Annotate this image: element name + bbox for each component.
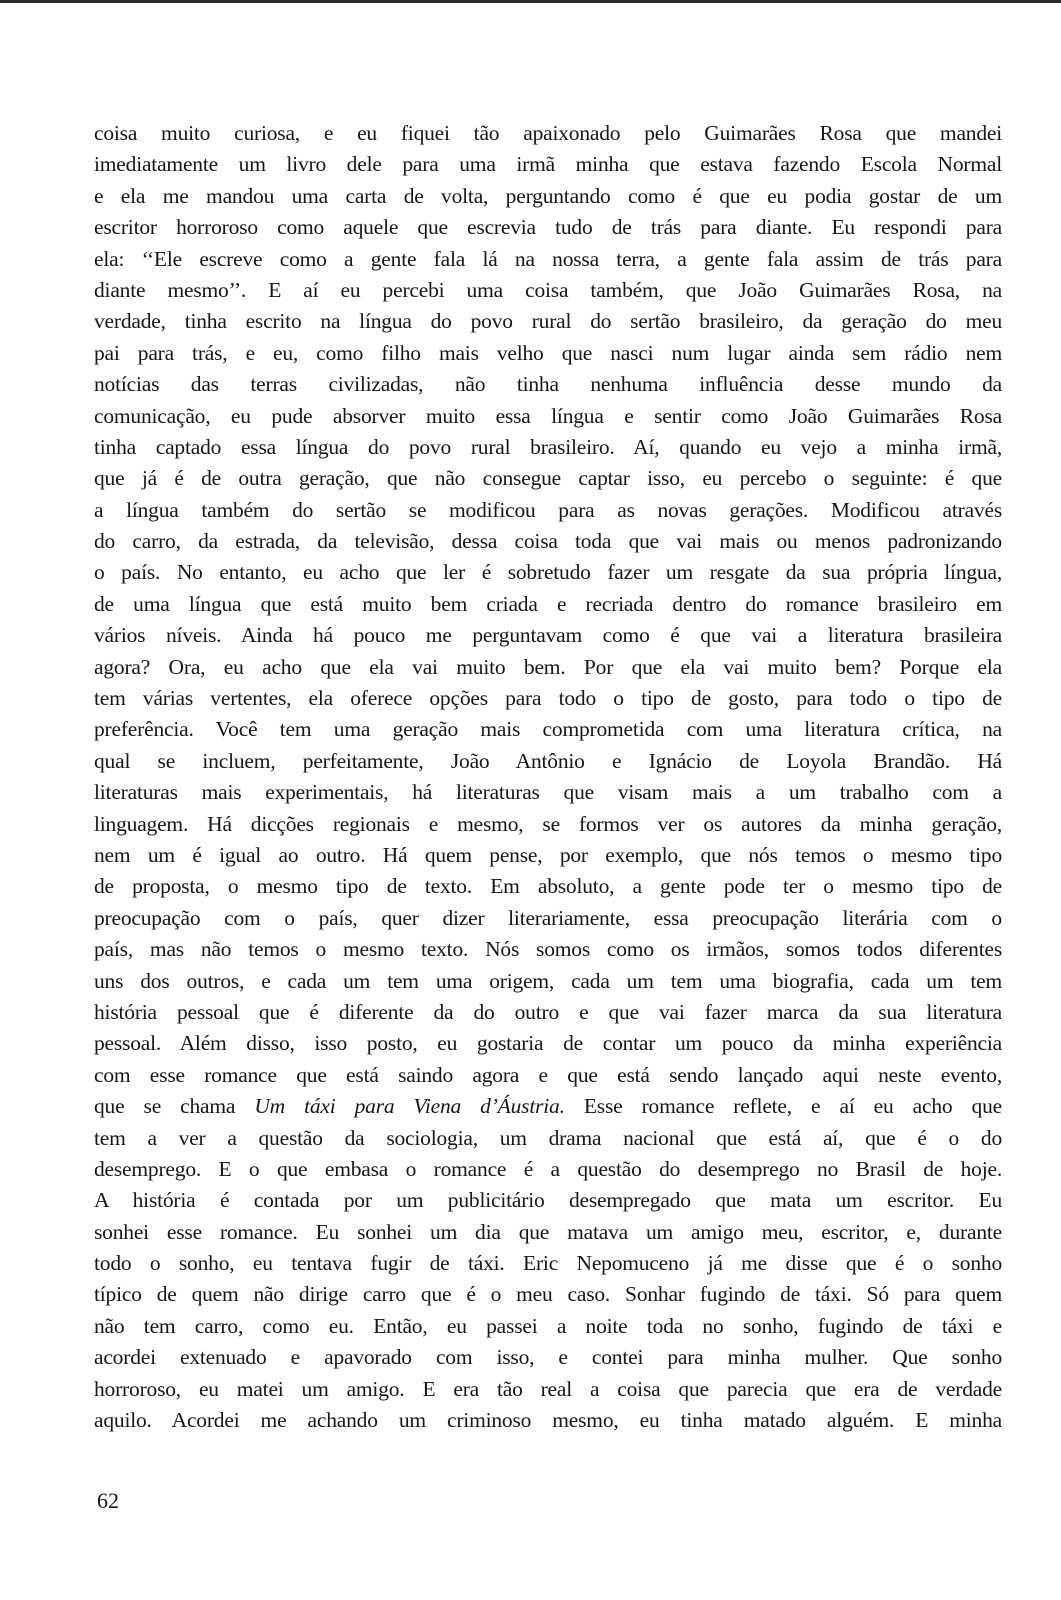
text-line: a língua também do sertão se modificou para as novas gerações. Modificou através [94, 497, 1002, 522]
text-line: qual se incluem, perfeitamente, João Antônio e Ignácio de Loyola Brandão. Há [94, 748, 1002, 773]
text-line: de proposta, o mesmo tipo de texto. Em absoluto, a gente pode ter o mesmo tipo de [94, 874, 1002, 899]
text-line: não tem carro, como eu. Então, eu passei a noite toda no sonho, fugindo de táxi e [94, 1313, 1002, 1338]
text-line: desemprego. E o que embasa o romance é a questão do desemprego no Brasil de hoje. [94, 1156, 1002, 1181]
text-line: ela: ‘‘Ele escreve como a gente fala lá na nossa terra, a gente fala assim de trás para [94, 246, 1002, 271]
text-line: o país. No entanto, eu acho que ler é sobretudo fazer um resgate da sua própria língua, [94, 560, 1002, 585]
text-line: pai para trás, e eu, como filho mais velho que nasci num lugar ainda sem rádio nem [94, 340, 1002, 365]
body-text [94, 118, 1002, 1436]
text-line-with-book-title [94, 1091, 1002, 1122]
text-line: vários níveis. Ainda há pouco me perguntavam como é que vai a literatura brasileira [94, 623, 1002, 648]
text-line: acordei extenuado e apavorado com isso, e contei para minha mulher. Que sonho [94, 1345, 1002, 1370]
text-line: notícias das terras civilizadas, não tinha nenhuma influência desse mundo da [94, 372, 1002, 397]
text-line: e ela me mandou uma carta de volta, perguntando como é que eu podia gostar de um [94, 183, 1002, 208]
text-line: preocupação com o país, quer dizer literariamente, essa preocupação literária com o [94, 905, 1002, 930]
text-line: verdade, tinha escrito na língua do povo rural do sertão brasileiro, da geração do meu [94, 309, 1002, 334]
text-line: todo o sonho, eu tentava fugir de táxi. Eric Nepomuceno já me disse que é o sonho [94, 1251, 1002, 1276]
text-line: sonhei esse romance. Eu sonhei um dia que matava um amigo meu, escritor, e, durante [94, 1219, 1002, 1244]
text-line: de uma língua que está muito bem criada e recriada dentro do romance brasileiro em [94, 591, 1002, 616]
text-line: do carro, da estrada, da televisão, dessa coisa toda que vai mais ou menos padronizando [94, 529, 1002, 554]
text-line: nem um é igual ao outro. Há quem pense, por exemplo, que nós temos o mesmo tipo [94, 842, 1002, 867]
text-line: tinha captado essa língua do povo rural brasileiro. Aí, quando eu vejo a minha irmã, [94, 434, 1002, 459]
text-line: tem a ver a questão da sociologia, um drama nacional que está aí, que é o do [94, 1125, 1002, 1150]
text-line: diante mesmo’’. E aí eu percebi uma coisa também, que João Guimarães Rosa, na [94, 277, 1002, 302]
page-top-edge [0, 0, 1061, 3]
text-line: típico de quem não dirige carro que é o meu caso. Sonhar fugindo de táxi. Só para quem [94, 1282, 1002, 1307]
text-line: preferência. Você tem uma geração mais comprometida com uma literatura crítica, na [94, 717, 1002, 742]
text-line: tem várias vertentes, ela oferece opções para todo o tipo de gosto, para todo o tipo de [94, 686, 1002, 711]
text-line: imediatamente um livro dele para uma irmã minha que estava fazendo Escola Normal [94, 152, 1002, 177]
text-line: escritor horroroso como aquele que escrevia tudo de trás para diante. Eu respondi para [94, 215, 1002, 240]
text-fragment: Esse romance reflete, e aí eu acho que [564, 1094, 1002, 1119]
text-line: literaturas mais experimentais, há literaturas que visam mais a um trabalho com a [94, 780, 1002, 805]
page-number: 62 [97, 1488, 119, 1513]
text-line: uns dos outros, e cada um tem uma origem, cada um tem uma biografia, cada um tem [94, 968, 1002, 993]
text-line: agora? Ora, eu acho que ela vai muito bem. Por que ela vai muito bem? Porque ela [94, 654, 1002, 679]
book-title: Um táxi para Viena d’Áustria. [254, 1094, 565, 1119]
text-line: horroroso, eu matei um amigo. E era tão real a coisa que parecia que era de verdade [94, 1376, 1002, 1401]
text-line: aquilo. Acordei me achando um criminoso mesmo, eu tinha matado alguém. E minha [94, 1408, 1002, 1433]
text-line: linguagem. Há dicções regionais e mesmo, se formos ver os autores da minha geração, [94, 811, 1002, 836]
text-line: com esse romance que está saindo agora e que está sendo lançado aqui neste evento, [94, 1062, 1002, 1087]
text-line: comunicação, eu pude absorver muito essa língua e sentir como João Guimarães Rosa [94, 403, 1002, 428]
text-line: país, mas não temos o mesmo texto. Nós somos como os irmãos, somos todos diferentes [94, 937, 1002, 962]
text-line: pessoal. Além disso, isso posto, eu gostaria de contar um pouco da minha experiência [94, 1031, 1002, 1056]
text-line: história pessoal que é diferente da do outro e que vai fazer marca da sua literatura [94, 999, 1002, 1024]
text-line: A história é contada por um publicitário desempregado que mata um escritor. Eu [94, 1188, 1002, 1213]
text-line: que já é de outra geração, que não consegue captar isso, eu percebo o seguinte: é que [94, 466, 1002, 491]
text-fragment: que se chama [94, 1094, 255, 1119]
text-line: coisa muito curiosa, e eu fiquei tão apaixonado pelo Guimarães Rosa que mandei [94, 121, 1002, 145]
